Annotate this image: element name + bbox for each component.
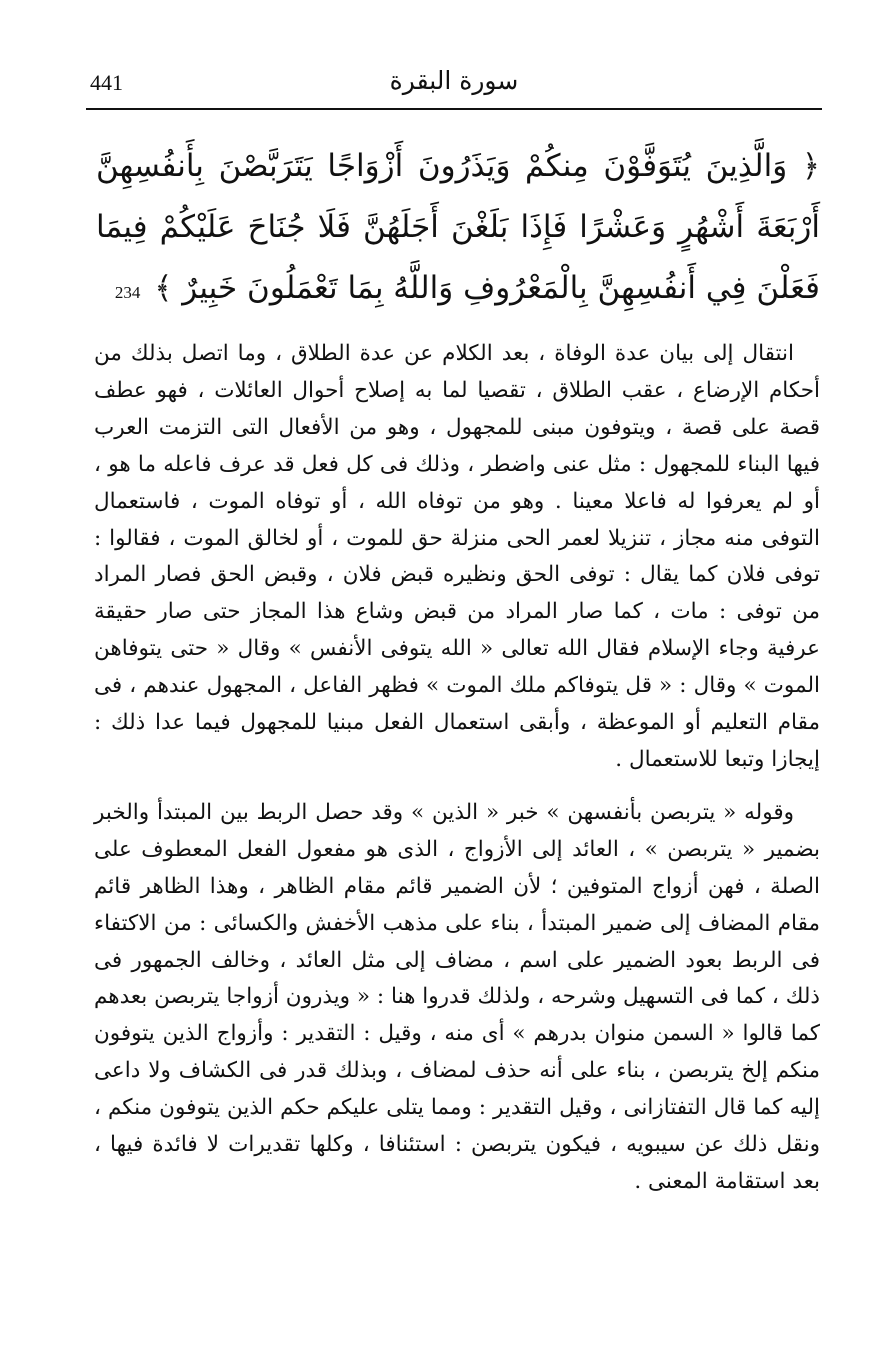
commentary-paragraph: انتقال إلى بيان عدة الوفاة ، بعد الكلام عن عدة الطلاق ، وما اتصل بذلك من أحكام الإرضاع ، عقب الطلاق ، تقصيا لما به إصلاح أحوال العائلات ، فهو عطف قصة على قصة ، ويتوفون مبنى للمجهول ، وهو من الأفعال التى التزمت العرب فيها البناء للمجهول : مثل عنى واضطر ، وذلك فى كل فعل قد عرف فاعله ما هو ، أو لم يعرفوا له فاعلا معينا . وهو من توفاه الله ، أو توفاه الموت ، فاستعمال التوفى منه مجاز ، تنزيلا لعمر الحى منزلة حق للموت ، أو لخالق الموت ، فقالوا : توفى فلان كما يقال : توفى الحق ونظيره قبض فلان ، وقبض الحق فصار المراد من توفى : مات ، كما صار المراد من قبض وشاع هذا المجاز حتى صار حقيقة عرفية وجاء الإسلام فقال الله تعالى « الله يتوفى الأنفس » وقال « حتى يتوفاهن الموت » وقال : « قل يتوفاكم ملك الموت » فظهر الفاعل ، المجهول عندهم ، فى مقام التعليم أو الموعظة ، وأبقى استعمال الفعل مبنيا للمجهول فيما عدا ذلك : إيجازا وتبعا للاستعمال .: [94, 341, 821, 772]
quran-verse: [96, 136, 820, 323]
page-header: [86, 64, 822, 104]
verse-number: 234: [114, 283, 141, 302]
verse-text: ﴿ وَالَّذِينَ يُتَوَفَّوْنَ مِنكُمْ وَيَذَرُونَ أَزْوَاجًا يَتَرَبَّصْنَ بِأَنفُسِهِنَّ أَرْبَعَةَ أَشْهُرٍ وَعَشْرًا فَإِذَا بَلَغْنَ أَجَلَهُنَّ فَلَا جُنَاحَ عَلَيْكُمْ فِيمَا فَعَلْنَ فِي أَنفُسِهِنَّ بِالْمَعْرُوفِ وَاللَّهُ بِمَا تَعْمَلُونَ خَبِيرٌ ﴾: [96, 148, 820, 306]
commentary: [94, 336, 820, 1201]
surah-title: سورة البقرة: [389, 66, 519, 95]
page-number: 441: [90, 70, 123, 95]
header-divider: [86, 108, 822, 110]
commentary-paragraph: وقوله « يتربصن بأنفسهن » خبر « الذين » وقد حصل الربط بين المبتدأ والخبر بضمير « يتربصن » ، العائد إلى الأزواج ، الذى هو مفعول الفعل المعطوف على الصلة ، فهن أزواج المتوفين ؛ لأن الضمير قائم مقام الظاهر ، وهذا الظاهر قائم مقام المضاف إلى ضمير المبتدأ ، بناء على مذهب الأخفش والكسائى : من الاكتفاء فى الربط بعود الضمير على اسم ، مضاف إلى مثل العائد ، وخالف الجمهور فى ذلك ، كما فى التسهيل وشرحه ، ولذلك قدروا هنا : « ويذرون أزواجا يتربصن بعدهم كما قالوا « السمن منوان بدرهم » أى منه ، وقيل : التقدير : وأزواج الذين يتوفون منكم إلخ يتربصن ، بناء على أنه حذف لمضاف ، وبذلك قدر فى الكشاف ولا داعى إليه كما قال التفتازانى ، وقيل التقدير : ومما يتلى عليكم حكم الذين يتوفون منكم ، ونقل ذلك عن سيبويه ، فيكون يتربصن : استئنافا ، وكلها تقديرات لا فائدة فيها ، بعد استقامة المعنى .: [94, 799, 820, 1194]
